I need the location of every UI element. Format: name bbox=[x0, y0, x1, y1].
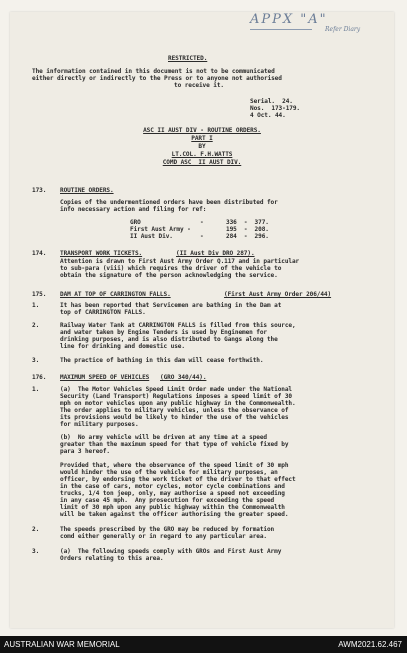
order-176-para-2-line-1: The speeds prescribed by the GRO may be reduced by formation bbox=[60, 526, 275, 533]
order-176-proviso-line-8: will be taken against the officer authorising the greater speed. bbox=[60, 511, 289, 518]
order-176-para-2-number: 2. bbox=[32, 526, 40, 533]
serial-number: Serial. 24. bbox=[250, 98, 293, 105]
order-176-title: MAXIMUM SPEED OF VEHICLES bbox=[60, 374, 150, 381]
order-174-reference: (II Aust Div DRO 287). bbox=[176, 250, 255, 257]
order-175-para-2-line-2: and water taken by Engine Tenders is used by Enginemen for bbox=[60, 329, 267, 336]
order-176-para-2-line-2: comd either generally or in regard to any particular area. bbox=[60, 533, 267, 540]
order-173-row-label: GRO bbox=[130, 219, 141, 226]
order-176-para-1a-line-6: for military purposes. bbox=[60, 421, 139, 428]
order-175-para-3-number: 3. bbox=[32, 357, 40, 364]
footer-bar bbox=[0, 636, 407, 653]
order-175-para-1-number: 1. bbox=[32, 302, 40, 309]
order-176-proviso-line-5: trucks, 1/4 ton jeep, only, may authorise a speed not exceeding bbox=[60, 490, 285, 497]
order-173-row-label: First Aust Army - bbox=[130, 226, 191, 233]
order-174-text-2: to sub-para (viii) which requires the driver of the vehicle to bbox=[60, 265, 282, 272]
order-173-row-dash: - bbox=[200, 233, 204, 240]
order-175-para-2-number: 2. bbox=[32, 322, 40, 329]
order-173-text-1: Copies of the undermentioned orders have been distributed for bbox=[60, 199, 278, 206]
order-175-para-2-line-4: line for drinking and domestic use. bbox=[60, 343, 185, 350]
order-175-para-2-line-1: Railway Water Tank at CARRINGTON FALLS is filled from this source, bbox=[60, 322, 296, 329]
intro-line-3: to receive it. bbox=[174, 82, 224, 89]
order-173-row-range: 284 - 296. bbox=[226, 233, 269, 240]
order-174-text-1: Attention is drawn to First Aust Army Order Q.117 and in particular bbox=[60, 258, 300, 265]
order-173-row-label: II Aust Div. bbox=[130, 233, 173, 240]
order-176-para-3-line-2: Orders relating to this area. bbox=[60, 555, 164, 562]
annotation-underline bbox=[250, 29, 312, 30]
order-176-proviso-line-7: limit of 30 mph upon any public highway within the Commonwealth bbox=[60, 504, 285, 511]
part-label: PART I bbox=[191, 135, 213, 142]
order-173-row-dash: - bbox=[200, 219, 204, 226]
order-176-para-3-number: 3. bbox=[32, 548, 40, 555]
footer-institution: AUSTRALIAN WAR MEMORIAL bbox=[4, 640, 120, 649]
order-176-reference: (GRO 340/44). bbox=[160, 374, 207, 381]
order-176-number: 176. bbox=[32, 374, 47, 381]
order-176-proviso-line-6: in any case 45 mph. Any prosecution for exceeding the speed bbox=[60, 497, 275, 504]
appendix-annotation: APPX "A" bbox=[250, 12, 328, 27]
intro-line-1: The information contained in this document is not to be communicated bbox=[32, 68, 275, 75]
order-173-text-2: info necessary action and filing for ref: bbox=[60, 206, 207, 213]
intro-line-2: either directly or indirectly to the Press or to anyone not authorised bbox=[32, 75, 282, 82]
commander-title: COMD ASC II AUST DIV. bbox=[162, 159, 242, 166]
order-176-para-1a-line-4: The order applies to military vehicles, unless the observance of bbox=[60, 407, 289, 414]
order-174-text-3: obtain the signature of the person acknowledging the service. bbox=[60, 272, 278, 279]
order-173-row-range: 336 - 377. bbox=[226, 219, 269, 226]
order-173-number: 173. bbox=[32, 187, 47, 194]
order-176-para-1a-line-2: Security (Land Transport) Regulations imposes a speed limit of 30 bbox=[60, 393, 292, 400]
document-title: ASC II AUST DIV - ROUTINE ORDERS. bbox=[143, 127, 261, 134]
restricted-label: RESTRICTED. bbox=[168, 55, 208, 62]
order-175-para-3-line-1: The practice of bathing in this dam will cease forthwith. bbox=[60, 357, 264, 364]
order-175-para-1-line-2: top of CARRINGTON FALLS. bbox=[60, 309, 146, 316]
order-176-proviso-line-2: would hinder the use of the vehicle for military purposes, an bbox=[60, 469, 278, 476]
document-page bbox=[10, 12, 394, 628]
order-174-title: TRANSPORT WORK TICKETS. bbox=[60, 250, 143, 257]
by-label: BY bbox=[198, 143, 206, 150]
order-numbers: Nos. 173-179. bbox=[250, 105, 300, 112]
document-date: 4 Oct. 44. bbox=[250, 112, 286, 119]
order-176-para-1-number: 1. bbox=[32, 386, 40, 393]
order-175-reference: (First Aust Army Order 206/44) bbox=[224, 291, 332, 298]
commander-name: LT.COL. F.H.WATTS bbox=[171, 151, 233, 158]
order-176-para-1b-line-1: (b) No army vehicle will be driven at any time at a speed bbox=[60, 434, 267, 441]
order-173-row-range: 195 - 208. bbox=[226, 226, 269, 233]
order-175-number: 175. bbox=[32, 291, 47, 298]
order-176-para-1a-line-5: its provisions would be likely to hinder the use of the vehicles bbox=[60, 414, 289, 421]
order-176-para-1b-line-3: para 3 hereof. bbox=[60, 448, 110, 455]
order-176-proviso-line-4: in the case of cars, motor cycles, motor cycle combinations and bbox=[60, 483, 285, 490]
order-176-para-1a-line-3: mph on motor vehicles upon any public highway in the Commonwealth. bbox=[60, 400, 296, 407]
footer-accession-number: AWM2021.62.467 bbox=[338, 640, 402, 649]
order-176-proviso-line-1: Provided that, where the observance of the speed limit of 30 mph bbox=[60, 462, 289, 469]
order-173-title: ROUTINE ORDERS. bbox=[60, 187, 114, 194]
order-174-number: 174. bbox=[32, 250, 47, 257]
order-176-para-1a-line-1: (a) The Motor Vehicles Speed Limit Order made under the National bbox=[60, 386, 292, 393]
handwritten-note: Refer Diary bbox=[325, 26, 361, 33]
order-176-proviso-line-3: officer, by endorsing the work ticket of the driver to that effect bbox=[60, 476, 296, 483]
order-176-para-1b-line-2: greater than the maximum speed for that type of vehicle fixed by bbox=[60, 441, 289, 448]
order-175-title: DAM AT TOP OF CARRINGTON FALLS. bbox=[60, 291, 171, 298]
order-175-para-1-line-1: It has been reported that Servicemen are bathing in the Dam at bbox=[60, 302, 282, 309]
order-175-para-2-line-3: drinking purposes, and is also distributed to Gangs along the bbox=[60, 336, 278, 343]
order-176-para-3-line-1: (a) The following speeds comply with GROs and First Aust Army bbox=[60, 548, 282, 555]
